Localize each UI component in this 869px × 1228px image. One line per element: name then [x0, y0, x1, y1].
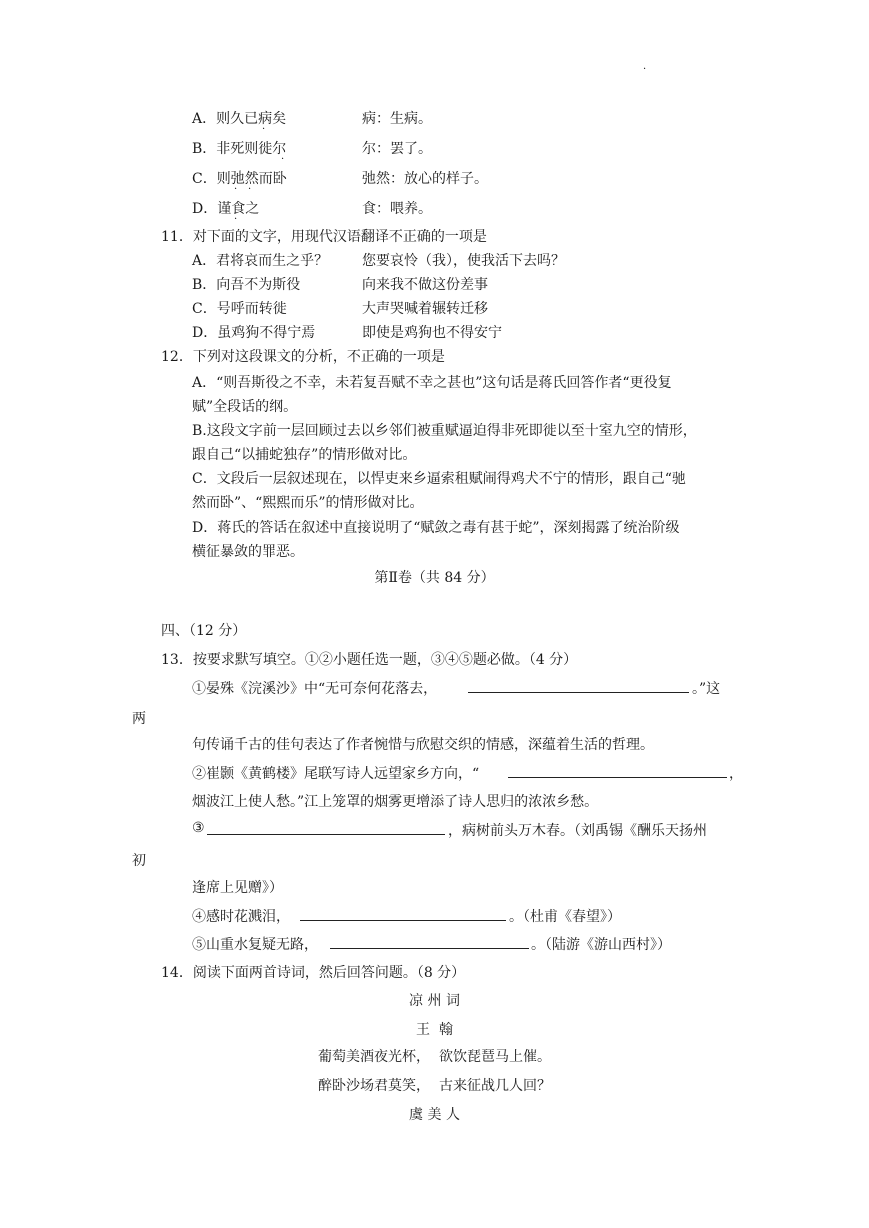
q13-item3-num: ③ — [192, 820, 205, 836]
q13-stem: 13．按要求默写填空。①②小题任选一题，③④⑤题必做。（4 分） — [161, 652, 578, 668]
q12-line: D．蒋氏的答话在叙述中直接说明了“赋敛之毒有甚于蛇”，深刻揭露了统治阶级 — [192, 520, 680, 536]
blank-line[interactable] — [508, 762, 727, 778]
q13-item2-text: ②崔颢《黄鹤楼》尾联写诗人远望家乡方向，“ — [192, 766, 480, 782]
q10-option-d: D．谨食之 — [192, 201, 260, 217]
blank-line[interactable] — [300, 905, 506, 921]
poem1-line: 醉卧沙场君莫笑， 古来征战几人回？ — [318, 1078, 551, 1094]
q13-item1-cont: 句传诵千古的佳句表达了作者惋惜与欣慰交织的情感，深蕴着生活的哲理。 — [192, 737, 654, 753]
q12-line: 赋”全段话的纲。 — [192, 399, 298, 415]
q12-line: C．文段后一层叙述现在，以悍吏来乡逼索租赋闹得鸡犬不宁的情形，跟自己“驰 — [192, 471, 686, 487]
q12-stem: 12．下列对这段课文的分析，不正确的一项是 — [161, 349, 445, 365]
emphasis-dot: · — [262, 124, 266, 135]
q11-option-c: C．号呼而转徙 — [192, 301, 287, 317]
q12-line: 横征暴敛的罪恶。 — [192, 544, 304, 560]
blank-line[interactable] — [330, 933, 529, 949]
q12-line: 跟自己“以捕蛇独存”的情形做对比。 — [192, 447, 417, 463]
q10-option-c: C．则弛然而卧 — [192, 171, 287, 187]
q13-item3-text: ，病树前头万木春。（刘禹锡《酬乐天扬州 — [448, 823, 707, 839]
q12-line: A．“则吾斯役之不幸，未若复吾赋不幸之甚也”这句话是蒋氏回答作者“更役复 — [192, 375, 672, 391]
q13-item5-end: 。（陆游《游山西村》） — [531, 937, 671, 953]
corner-mark: · — [643, 64, 647, 75]
emphasis-dot: · — [248, 184, 252, 195]
q10-option-d-gloss: 食：喂养。 — [362, 201, 432, 217]
q13-item1-end: 。”这 — [692, 681, 721, 697]
q10-option-b-gloss: 尔：罢了。 — [362, 141, 432, 157]
poem1-line: 葡萄美酒夜光杯， 欲饮琵琶马上催。 — [318, 1049, 551, 1065]
q10-option-a-gloss: 病：生病。 — [362, 111, 432, 127]
q13-item3-wrap: 初 — [132, 853, 146, 869]
q13-item1-text: ①晏殊《浣溪沙》中“无可奈何花落去， — [192, 681, 438, 697]
q11-option-b: B．向吾不为斯役 — [192, 277, 301, 293]
q11-option-d-translation: 即使是鸡狗也不得安宁 — [362, 325, 502, 341]
q13-item4-end: 。（杜甫《春望》） — [509, 909, 621, 925]
q12-line: 然而卧”、“熙熙而乐”的情形做对比。 — [192, 495, 424, 511]
q14-stem: 14．阅读下面两首诗词，然后回答问题。（8 分） — [161, 965, 466, 981]
q13-item2-cont: 烟波江上使人愁。”江上笼罩的烟雾更增添了诗人思归的浓浓乡愁。 — [192, 794, 599, 810]
q13-item4-text: ④感时花溅泪， — [192, 909, 290, 925]
q13-item2-end: ， — [729, 766, 743, 782]
q11-option-d: D．虽鸡狗不得宁焉 — [192, 325, 316, 341]
part2-title: 第Ⅱ卷（共 84 分） — [374, 570, 495, 586]
emphasis-dot: · — [234, 214, 238, 225]
q10-option-a: A．则久已病矣 — [192, 111, 287, 127]
q13-item3-cont: 逢席上见赠》） — [192, 880, 283, 896]
q11-option-b-translation: 向来我不做这份差事 — [362, 277, 488, 293]
q13-item5-text: ⑤山重水复疑无路， — [192, 937, 318, 953]
emphasis-dot: · — [281, 154, 285, 165]
section-4-heading: 四、（12 分） — [161, 623, 247, 639]
q11-stem: 11．对下面的文字，用现代汉语翻译不正确的一项是 — [161, 229, 487, 245]
poem1-author: 王 翰 — [416, 1022, 453, 1038]
blank-line[interactable] — [207, 819, 445, 835]
blank-line[interactable] — [468, 677, 689, 693]
q11-option-a-translation: 您要哀怜（我），使我活下去吗？ — [362, 253, 565, 269]
q11-option-a: A．君将哀而生之乎？ — [192, 253, 329, 269]
q13-item1-wrap: 两 — [132, 711, 146, 727]
q10-option-c-gloss: 弛然：放心的样子。 — [362, 171, 488, 187]
poem1-title: 凉 州 词 — [409, 993, 460, 1009]
poem2-title: 虞 美 人 — [409, 1107, 460, 1123]
q10-option-b: B．非死则徙尔 — [192, 141, 287, 157]
emphasis-dot: · — [234, 184, 238, 195]
q11-option-c-translation: 大声哭喊着辗转迁移 — [362, 301, 488, 317]
q12-line: B.这段文字前一层回顾过去以乡邻们被重赋逼迫得非死即徙以至十室九空的情形， — [192, 423, 697, 439]
